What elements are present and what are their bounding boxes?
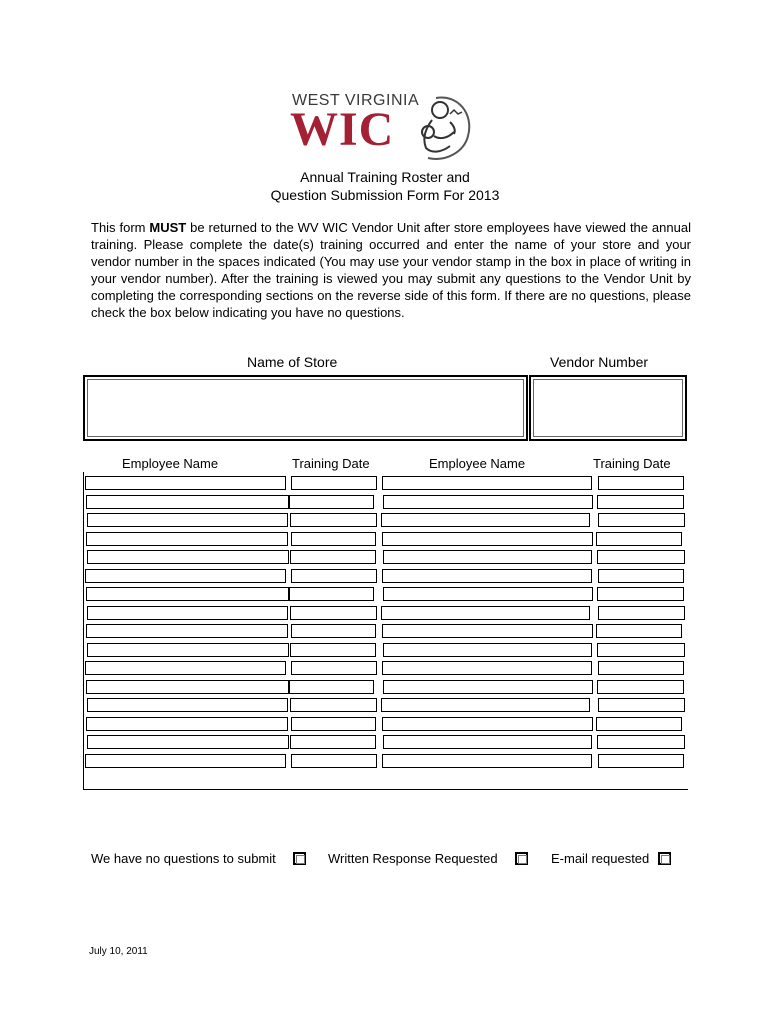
employee-name-2-cell[interactable] [383, 550, 592, 564]
employee-name-2-cell[interactable] [382, 569, 592, 583]
employee-name-1-cell[interactable] [86, 717, 288, 731]
training-date-1-cell[interactable] [290, 606, 377, 620]
training-date-1-cell[interactable] [291, 624, 376, 638]
training-date-1-cell[interactable] [289, 587, 374, 601]
col-header-training-date-2: Training Date [593, 456, 671, 471]
employee-name-2-cell[interactable] [382, 624, 593, 638]
col-header-employee-name-2: Employee Name [429, 456, 526, 471]
training-date-2-cell[interactable] [596, 624, 682, 638]
training-date-1-cell[interactable] [290, 550, 376, 564]
employee-name-2-cell[interactable] [381, 513, 590, 527]
training-date-2-cell[interactable] [598, 513, 685, 527]
training-date-1-cell[interactable] [290, 698, 377, 712]
email-requested-label: E-mail requested [551, 851, 650, 866]
training-date-2-cell[interactable] [597, 550, 685, 564]
training-date-2-cell[interactable] [597, 680, 684, 694]
training-date-2-cell[interactable] [598, 606, 685, 620]
employee-name-1-cell[interactable] [86, 495, 289, 509]
form-title-line-2: Question Submission Form For 2013 [270, 187, 500, 203]
training-date-1-cell[interactable] [291, 532, 376, 546]
mother-child-icon [406, 92, 474, 164]
employee-name-1-cell[interactable] [86, 532, 288, 546]
employee-name-1-cell[interactable] [87, 550, 289, 564]
revision-date: July 10, 2011 [89, 946, 148, 957]
training-date-2-cell[interactable] [598, 569, 684, 583]
training-date-2-cell[interactable] [597, 587, 684, 601]
roster-grid [83, 472, 688, 790]
vendor-number-field[interactable] [529, 375, 687, 441]
employee-name-1-cell[interactable] [85, 569, 286, 583]
training-date-2-cell[interactable] [598, 754, 684, 768]
training-date-1-cell[interactable] [290, 643, 376, 657]
employee-name-1-cell[interactable] [87, 735, 289, 749]
employee-name-2-cell[interactable] [382, 717, 593, 731]
employee-name-1-cell[interactable] [86, 680, 289, 694]
training-date-2-cell[interactable] [597, 735, 685, 749]
employee-name-2-cell[interactable] [382, 661, 592, 675]
col-header-employee-name-1: Employee Name [122, 456, 219, 471]
employee-name-2-cell[interactable] [383, 735, 592, 749]
logo-wic-text: WIC [290, 103, 395, 156]
store-name-label: Name of Store [247, 354, 338, 370]
written-response-checkbox[interactable] [515, 852, 528, 865]
employee-name-2-cell[interactable] [382, 532, 593, 546]
employee-name-1-cell[interactable] [87, 698, 288, 712]
employee-name-2-cell[interactable] [382, 754, 592, 768]
logo-state-text: WEST VIRGINIA [292, 92, 420, 109]
training-date-2-cell[interactable] [597, 495, 684, 509]
must-emphasis: MUST [149, 220, 187, 235]
employee-name-2-cell[interactable] [383, 643, 592, 657]
training-date-2-cell[interactable] [596, 532, 682, 546]
training-date-1-cell[interactable] [290, 513, 377, 527]
employee-name-2-cell[interactable] [381, 698, 590, 712]
employee-name-1-cell[interactable] [85, 476, 286, 490]
training-date-1-cell[interactable] [291, 476, 377, 490]
training-date-1-cell[interactable] [291, 717, 376, 731]
wic-logo [288, 92, 473, 164]
employee-name-1-cell[interactable] [87, 513, 288, 527]
vendor-number-label: Vendor Number [550, 354, 649, 370]
employee-name-1-cell[interactable] [87, 606, 288, 620]
training-date-1-cell[interactable] [289, 680, 374, 694]
training-date-1-cell[interactable] [291, 661, 377, 675]
written-response-label: Written Response Requested [328, 851, 498, 866]
no-questions-checkbox[interactable] [293, 852, 306, 865]
form-title-line-1: Annual Training Roster and [300, 169, 470, 185]
employee-name-2-cell[interactable] [383, 495, 593, 509]
training-date-1-cell[interactable] [291, 754, 377, 768]
training-date-2-cell[interactable] [596, 717, 682, 731]
training-date-1-cell[interactable] [289, 495, 374, 509]
employee-name-1-cell[interactable] [85, 661, 286, 675]
employee-name-2-cell[interactable] [381, 606, 590, 620]
employee-name-2-cell[interactable] [382, 476, 592, 490]
no-questions-label: We have no questions to submit [91, 851, 276, 866]
employee-name-2-cell[interactable] [383, 587, 593, 601]
employee-name-2-cell[interactable] [383, 680, 593, 694]
instructions-paragraph: This form MUST be returned to the WV WIC Vendor Unit after store employees have viewed the annual training. Please complete the date(s) training occurred and enter the name of your store and your vendor number in the spaces indicated (You may use your vendor stamp in the box in place of writing in your vendor number). After the training is viewed you may submit any questions to the Vendor Unit by completing the corresponding sections on the reverse side of this form. If there are no questions, please check the box below indicating you have no questions. [91, 220, 691, 320]
employee-name-1-cell[interactable] [87, 643, 289, 657]
training-date-1-cell[interactable] [290, 735, 376, 749]
training-date-2-cell[interactable] [597, 643, 685, 657]
employee-name-1-cell[interactable] [86, 624, 288, 638]
training-date-2-cell[interactable] [598, 476, 684, 490]
col-header-training-date-1: Training Date [292, 456, 370, 471]
employee-name-1-cell[interactable] [85, 754, 286, 768]
employee-name-1-cell[interactable] [86, 587, 289, 601]
training-date-2-cell[interactable] [598, 698, 685, 712]
training-date-2-cell[interactable] [598, 661, 684, 675]
email-requested-checkbox[interactable] [658, 852, 671, 865]
store-name-field[interactable] [83, 375, 528, 441]
training-date-1-cell[interactable] [291, 569, 377, 583]
